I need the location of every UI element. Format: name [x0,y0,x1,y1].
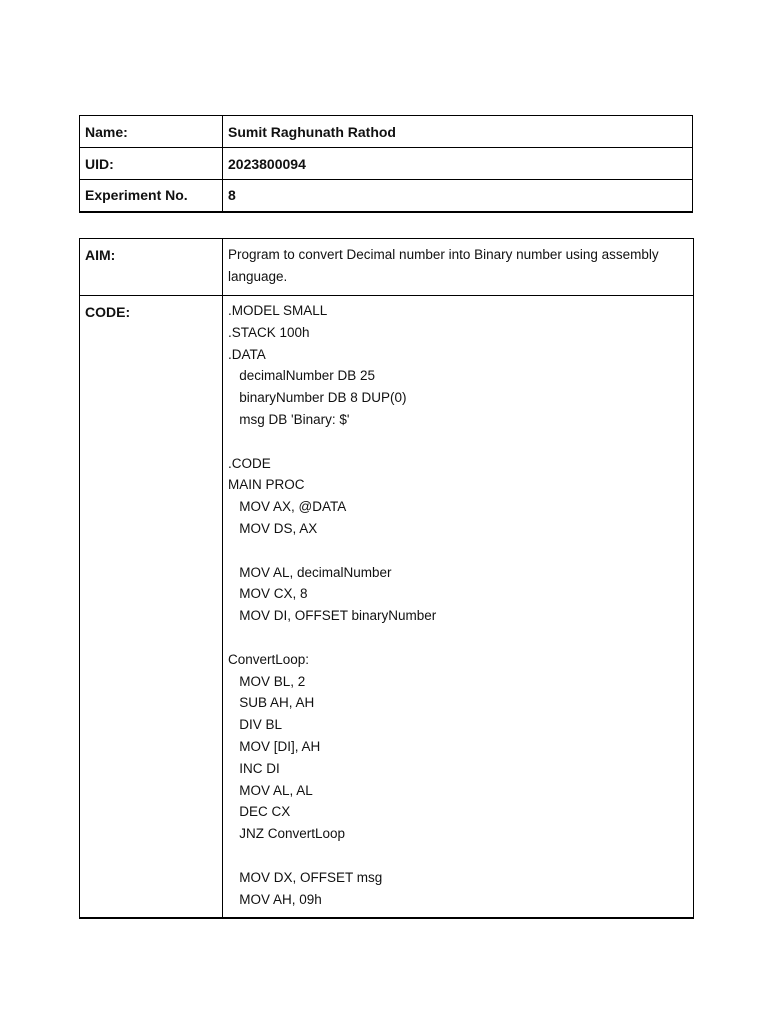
code-line: ConvertLoop: [228,651,310,667]
code-line: msg DB 'Binary: $' [228,411,350,427]
code-line: MAIN PROC [228,477,305,493]
name-row [80,116,693,148]
code-line: MOV DI, OFFSET binaryNumber [228,608,437,624]
code-line: .MODEL SMALL [228,303,328,318]
code-line: decimalNumber DB 25 [228,368,376,384]
code-block [223,296,694,918]
code-line: MOV AH, 09h [228,891,322,907]
code-line: MOV BL, 2 [228,673,306,689]
aim-label: AIM: [80,239,223,296]
experiment-content-table [79,238,694,919]
uid-row [80,148,693,180]
aim-row [80,239,694,296]
code-line: MOV DX, OFFSET msg [228,869,383,885]
experiment-label: Experiment No. [80,180,223,212]
code-line: DIV BL [228,717,283,733]
code-line [228,540,688,562]
experiment-row [80,180,693,212]
student-info-table [79,115,693,213]
code-line: INC DI [228,760,280,776]
experiment-value: 8 [223,180,693,212]
uid-label: UID: [80,148,223,180]
aim-text: Program to convert Decimal number into Binary number using assembly language. [223,239,694,296]
code-line: DEC CX [228,804,291,820]
code-line: MOV DS, AX [228,520,318,536]
code-label: CODE: [80,296,223,918]
code-row [80,296,694,918]
code-line: binaryNumber DB 8 DUP(0) [228,390,407,406]
code-line [228,431,688,453]
code-line [228,845,688,867]
code-line: JNZ ConvertLoop [228,826,346,842]
code-line [228,627,688,649]
code-line: MOV AL, AL [228,782,313,798]
code-line: MOV [DI], AH [228,738,321,754]
uid-value: 2023800094 [223,148,693,180]
code-line: MOV AL, decimalNumber [228,564,392,580]
code-line: .CODE [228,455,271,471]
name-value: Sumit Raghunath Rathod [223,116,693,148]
code-line: MOV CX, 8 [228,586,308,602]
code-line: SUB AH, AH [228,695,315,711]
code-line: .DATA [228,346,266,362]
code-line: MOV AX, @DATA [228,499,347,515]
code-line: .STACK 100h [228,324,310,340]
name-label: Name: [80,116,223,148]
